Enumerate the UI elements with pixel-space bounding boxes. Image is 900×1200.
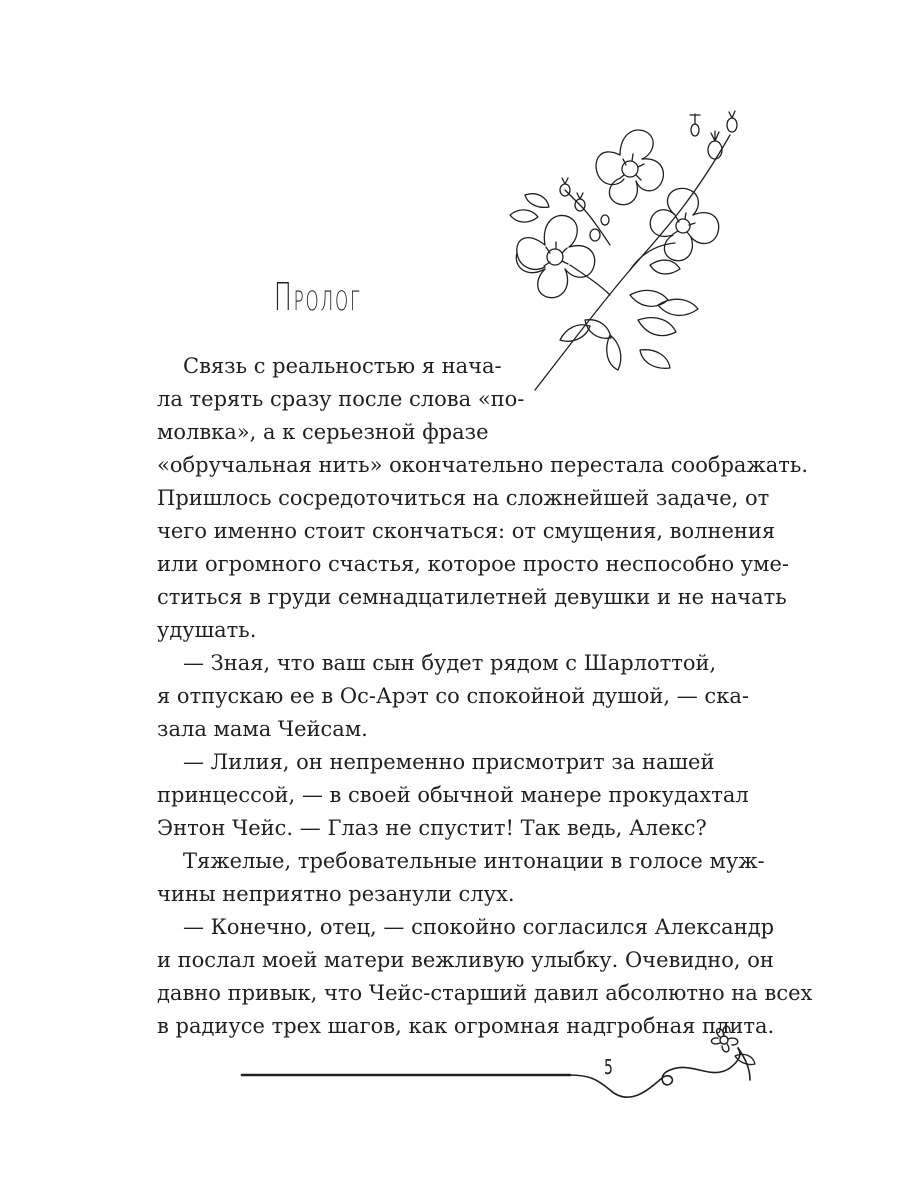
text-line: ститься в груди семнадцатилетней девушки и не начать xyxy=(157,585,787,609)
text-line: в радиусе трех шагов, как огромная надгробная плита. xyxy=(157,1014,775,1038)
text-line: чего именно стоит скончаться: от смущения, волнения xyxy=(157,519,776,543)
text-line: молвка», а к серьезной фразе xyxy=(157,420,489,444)
page-number: 5 xyxy=(604,1055,613,1079)
text-line: или огромного счастья, которое просто неспособно уме- xyxy=(157,552,790,576)
text-line: — Зная, что ваш сын будет рядом с Шарлоттой, xyxy=(183,651,717,675)
text-line: — Лилия, он непременно присмотрит за нашей xyxy=(183,750,715,774)
flower-doodle xyxy=(711,1026,737,1052)
rose-flower-left xyxy=(516,215,594,297)
footer-flourish xyxy=(230,1018,770,1118)
wild-rose-illustration xyxy=(490,95,750,395)
text-line: — Конечно, отец, — спокойно согласился Александр xyxy=(183,915,775,939)
text-line: Связь с реальностью я нача- xyxy=(183,354,502,378)
text-line: Пришлось сосредоточиться на сложнейшей задаче, от xyxy=(157,486,770,510)
text-line: принцессой, — в своей обычной манере прокудахтал xyxy=(157,783,749,807)
text-line: «обручальная нить» окончательно перестала соображать. xyxy=(157,453,809,477)
text-line: удушать. xyxy=(157,618,257,642)
text-line: я отпускаю ее в Ос-Арэт со спокойной душой, — ска- xyxy=(157,684,749,708)
text-line: чины неприятно резанули слух. xyxy=(157,882,515,906)
chapter-title: Пролог xyxy=(274,275,362,319)
rose-buds xyxy=(560,111,737,245)
text-line: Тяжелые, требовательные интонации в голосе муж- xyxy=(183,849,765,873)
text-line: зала мама Чейсам. xyxy=(157,717,368,741)
text-line: и послал моей матери вежливую улыбку. Очевидно, он xyxy=(157,948,774,972)
text-line: Энтон Чейс. — Глаз не спустит! Так ведь, Алекс? xyxy=(157,816,707,840)
text-line: давно привык, что Чейс-старший давил абсолютно на всех xyxy=(157,981,813,1005)
rose-flower-right xyxy=(650,188,719,260)
rose-flower-top xyxy=(596,130,663,205)
text-line: ла терять сразу после слова «по- xyxy=(157,387,525,411)
